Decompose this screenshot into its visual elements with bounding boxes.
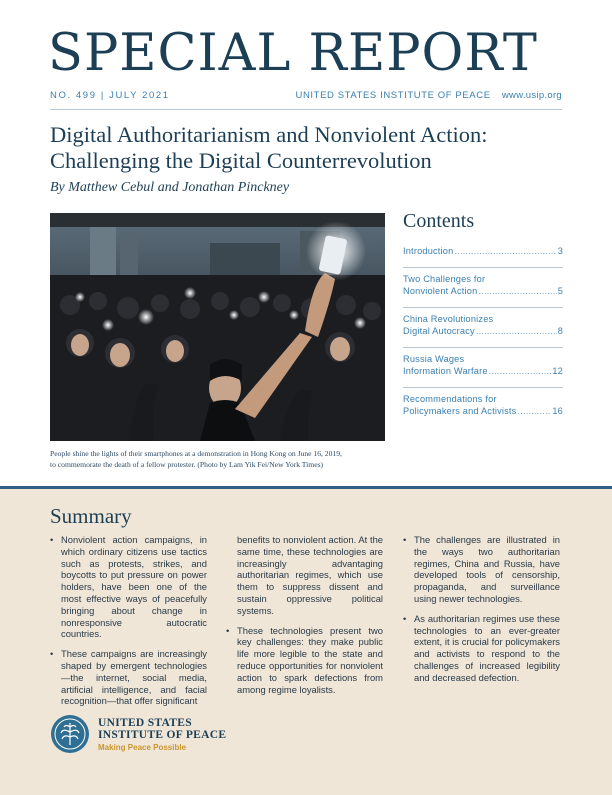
publisher-line (296, 90, 563, 101)
summary-bullet (403, 534, 560, 605)
usip-wordmark-line1: UNITED STATES (98, 716, 192, 729)
summary-column-1 (50, 534, 207, 715)
toc-page-number: 12 (552, 366, 563, 376)
photo-caption (50, 448, 390, 470)
summary-bullet-text: These technologies present two key challenges: they make public life more legible to the state and reduce opportunities for nonviolent action to spark defections from among regime loyalists. (237, 624, 383, 695)
issue-number: NO. 499 | JULY 2021 (50, 90, 170, 101)
toc-item-two-challenges[interactable] (403, 273, 563, 298)
toc-item-china[interactable] (403, 313, 563, 338)
table-of-contents (403, 210, 563, 427)
byline: By Matthew Cebul and Jonathan Pinckney (50, 180, 290, 195)
bullet-marker: • (50, 534, 54, 545)
usip-seal-icon (50, 714, 90, 754)
report-title-line: Digital Authoritarianism and Nonviolent Action: (50, 122, 488, 147)
toc-page-number: 3 (557, 246, 563, 256)
toc-item-title: China Revolutionizes (403, 313, 494, 324)
summary-bullet (403, 613, 560, 684)
toc-page-number: 8 (557, 326, 563, 336)
toc-divider (403, 347, 563, 348)
summary-column-2 (226, 534, 383, 703)
toc-divider (403, 307, 563, 308)
toc-item-title: Russia Wages (403, 353, 465, 364)
toc-leader-dots (476, 325, 557, 338)
report-title-line: Challenging the Digital Counterrevolution (50, 148, 432, 173)
toc-item-title: Two Challenges for (403, 273, 486, 284)
toc-item-title: Information Warfare (403, 366, 488, 376)
toc-item-title: Policymakers and Activists (403, 406, 517, 416)
summary-bullet-text: As authoritarian regimes use these technologies to an ever-greater extent, it is crucial for policymakers and activists to respond to the challenges of increased legibility and decreased defection. (414, 612, 560, 683)
toc-item-title: Recommendations for (403, 393, 497, 404)
masthead: SPECIAL REPORT (48, 24, 538, 83)
bullet-marker: • (403, 534, 407, 545)
toc-leader-dots (489, 365, 552, 378)
toc-item-title: Nonviolent Action (403, 286, 478, 296)
header-divider (50, 109, 562, 110)
summary-bullet (226, 625, 383, 696)
usip-tagline: Making Peace Possible (98, 742, 187, 752)
toc-divider (403, 387, 563, 388)
contents-heading: Contents (403, 210, 475, 232)
toc-item-title: Introduction (403, 246, 454, 256)
toc-divider (403, 267, 563, 268)
bullet-marker: • (50, 648, 54, 660)
toc-leader-dots (517, 405, 551, 418)
usip-wordmark (98, 717, 226, 752)
summary-bullet (50, 648, 207, 707)
summary-bullet-text: The challenges are illustrated in the ways two authoritarian regimes, China and Russia, have developed tools of censorship, propaganda, and surveillance using newer technologies. (414, 534, 560, 604)
photo-caption-line: People shine the lights of their smartphones at a demonstration in Hong Kong on June 16, 2019, (50, 449, 342, 458)
bullet-marker: • (226, 624, 230, 636)
report-title (50, 122, 570, 174)
toc-item-recommendations[interactable] (403, 393, 563, 418)
usip-wordmark-line2: INSTITUTE OF PEACE (98, 728, 227, 741)
summary-column-3 (403, 534, 560, 692)
summary-bullet (50, 534, 207, 640)
toc-leader-dots (478, 285, 556, 298)
toc-item-title: Digital Autocracy (403, 326, 475, 336)
summary-bullet-text: Nonviolent action campaigns, in which ordinary citizens use tactics such as protests, strikes, and boycotts to put pressure on power holders, have been one of the most effective ways of peacefully bringing about change in nonresponsive autocratic countries. (61, 534, 207, 640)
photo-caption-line: to commemorate the death of a fellow protester. (Photo by Lam Yik Fei/New York Times) (50, 460, 324, 469)
summary-bullet-continuation: benefits to nonviolent action. At the same time, these technologies are increasingly advantaging authoritarian regimes, which use them to suppress dissent and sustain oppressive political systems. (237, 534, 383, 616)
website-link[interactable]: www.usip.org (501, 90, 562, 101)
toc-item-introduction[interactable] (403, 245, 563, 258)
toc-page-number: 16 (552, 406, 563, 416)
cover-photo (50, 213, 385, 441)
toc-item-russia[interactable] (403, 353, 563, 378)
bullet-marker: • (403, 612, 407, 624)
cover-photo-image (50, 213, 385, 441)
publisher-name: UNITED STATES INSTITUTE OF PEACE (295, 90, 491, 101)
usip-logo (50, 714, 226, 754)
summary-bullet-text: These campaigns are increasingly shaped by emergent technologies—the internet, social media, artificial intelligence, and facial recognition—that offer significant (61, 648, 207, 707)
toc-leader-dots (454, 245, 556, 258)
toc-page-number: 5 (557, 286, 563, 296)
summary-heading: Summary (50, 504, 132, 528)
